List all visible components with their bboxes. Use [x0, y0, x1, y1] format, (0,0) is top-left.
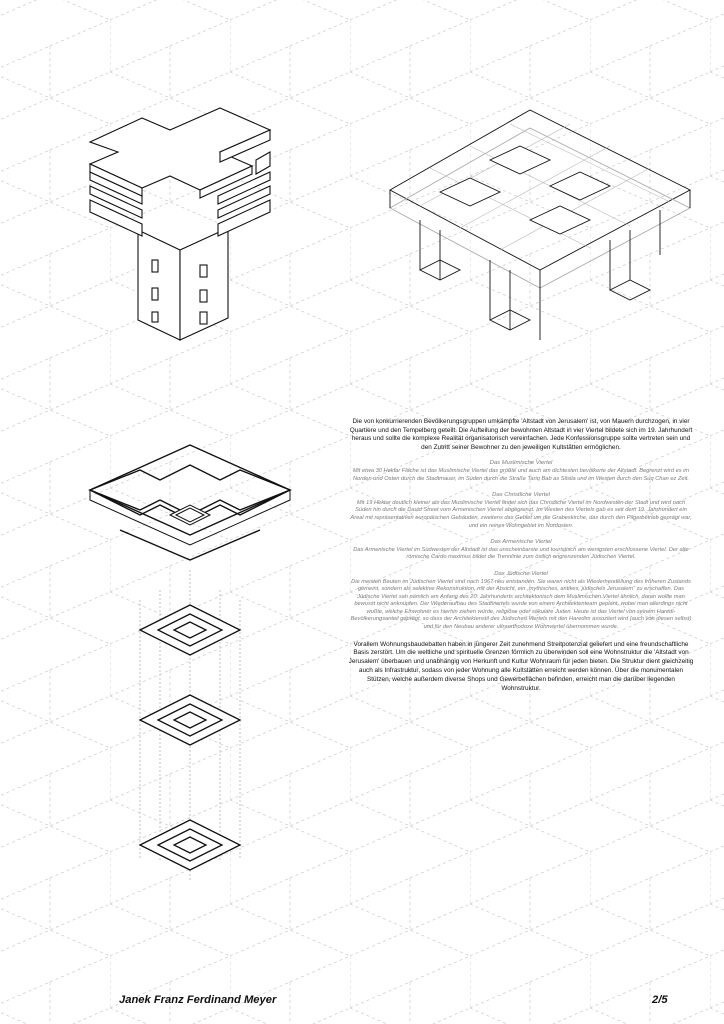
section-body: Mit 19 Hektar deutlich kleiner als das Muslimische Viertel findet sich das Christliche Viertel im Nordwesten der Stadt und wird nach Süden hin durch die David Street vom Armenischen Viertel abgegrenzt. Im Westen des Viertels gab es seit dem 19. Jahrhundert ein Areal mit repräsentativen europäischen Gebäuden, zweitens das Gebiet um die Grabeskirche, das durch den Pilgerbetrieb geprägt war, und ein reines Wohngebiet im Nordosten.	[350, 499, 692, 529]
section-body: Das Armenische Viertel im Südwesten der Altstadt ist das unscheinbarste und touristisch am wenigsten erschlossene Viertel. Der alte römische Cardo maximus bildet die Trennlinie zum östlich angrenzenden Jüdischen Viertel.	[353, 546, 689, 561]
section-body: Mit etwa 30 Hektar Fläche ist das Muslimische Viertel das größte und auch am dichtesten bevölkerte der Altstadt. Begrenzt wird es im Norden und Osten durch die Stadtmauer, im Süden durch die Straße Tariq Bab as Silsila und im Westen durch den Suq Chan ez Zeit.	[352, 467, 690, 482]
section-christian-quarter	[348, 492, 694, 530]
cross-building-isometric	[80, 90, 290, 350]
section-body: Die meisten Bauten im Jüdischen Viertel sind nach 1967 neu entstanden. Sie waren nicht als Wiederherstellung des früheren Zustands gemeint, sondern als selektive Rekonstruktion, mit der Absicht, ein „mythisches, antikes, jüdisches Jerusalem“ zu erschaffen. Das Jüdische Viertel sah nämlich am Anfang des 20. Jahrhunderts architektonisch dem Muslimischen Viertel ähnlich, daran wollte man bewusst nicht anknüpfen. Der Wiederaufbau des Stadtviertels wurde von einem Architektenteam geplant, wobei man allerdings nicht wußte, welche Einwohner es hierhin ziehen würde, religiöse oder säkulare Juden. Heute ist das Viertel von seinem Haredi-Bevölkerungsanteil geprägt, so dass der Architektenstil des Jüdischen Viertels mit den Haredim assoziiert wird (auch von diesen selbst) und für den Neubau anderer ultraorthodoxe Wohnviertel übernommen wurde.	[350, 578, 692, 631]
section-heading: Das Christliche Viertel	[492, 492, 550, 499]
concept-paragraph: Vorallem Wohnungsbaudebatten haben in jüngerer Zeit zunehmend Streitpotenzial geliefert und eine freundschaftliche Basis zerstört. Um die weltliche und spirituelle Grenzen förmlich zu überwinden soll eine Wohnstruktur die 'Altstadt von Jerusalem' überbauen und unabhängig von Herkunft und Kultur Wohnraum für jeden bieten. Die Struktur dient gleichzeitig auch als Infrastruktur, sodass von jeder Wohnung alle Kultstätten erreicht werden können. Über die monumentalen Stützen, welche außerdem diverse Shops und Gewerbeflächen befinden, erreicht man die darüber liegenden Wohnstruktur.	[348, 640, 694, 692]
section-armenian-quarter	[348, 539, 694, 562]
section-heading: Das Muslimische Viertel	[489, 460, 553, 467]
section-muslim-quarter	[348, 460, 694, 483]
author-name: Janek Franz Ferdinand Meyer	[119, 994, 277, 1006]
description-text-column	[348, 418, 694, 693]
lattice-structure-isometric	[380, 90, 700, 350]
section-jewish-quarter	[348, 571, 694, 632]
intro-paragraph: Die von konkurrierenden Bevölkerungsgruppen umkämpfte 'Altstadt von Jerusalem' ist, von Mauern durchzogen, in vier Quartiere und den Tempelberg geteilt. Die Aufteilung der bewohnten Altstadt in vier Viertel bildete sich im 19. Jahrhundert heraus und sollte die komplexe Realität organisatorisch vereinfachen. Jede Konfessionsgruppe sollte vertreten sein und den Zutritt seiner Bewohner zu den jeweiligen Kultstätten ermöglichen.	[349, 418, 693, 451]
floor-plan-stack-isometric	[80, 420, 300, 910]
page-number: 2/5	[652, 994, 668, 1006]
section-heading: Das Armenische Viertel	[490, 539, 552, 546]
section-heading: Das Jüdische Viertel	[494, 570, 548, 577]
